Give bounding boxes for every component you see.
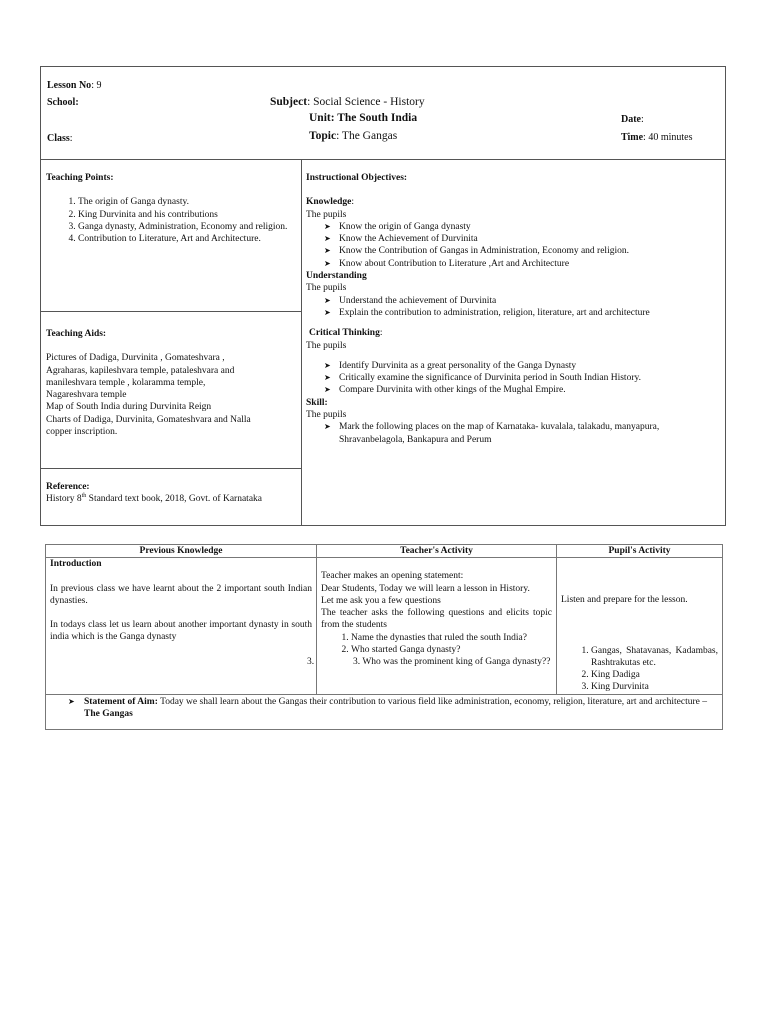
column-header: Pupil's Activity <box>557 545 723 558</box>
reference-section <box>46 481 298 506</box>
date-label: Date: <box>621 114 644 125</box>
column-divider <box>301 159 302 525</box>
list-item: ➤ Mark the following places on the map of Karnataka- kuvalala, talakadu, manyapura, Shravanbelagola, Bankapura and Perum <box>324 422 660 445</box>
list-item: 3. Ganga dynasty, Administration, Economy and religion. <box>78 221 296 233</box>
list-item: ➤ Critically examine the significance of Durvinita period in South Indian History. <box>324 373 641 384</box>
previous-knowledge-text: In previous class we have learnt about the 2 important south Indian dynasties. <box>50 583 312 606</box>
understanding-list <box>306 295 721 320</box>
arrowhead-bullet-icon: ➤ <box>324 422 331 432</box>
teaching-aids-text <box>46 352 298 438</box>
text-line: Dear Students, Today we will learn a lesson in History. <box>321 583 530 594</box>
understanding-pupils: The pupils <box>306 283 347 294</box>
text-line: The teacher asks the following questions and elicits topic from the students <box>321 608 552 631</box>
list-item: 2. King Dadiga <box>591 669 718 681</box>
knowledge-pupils: The pupils <box>306 209 347 220</box>
topic: Topic: The Gangas <box>309 130 398 142</box>
pupil-activity-cell <box>557 558 723 694</box>
table-row <box>46 558 723 694</box>
section-divider <box>41 468 301 469</box>
list-item: ➤ Identify Durvinita as a great personality of the Ganga Dynasty <box>324 360 577 371</box>
arrowhead-bullet-icon: ➤ <box>324 373 331 383</box>
text-line: Let me ask you a few questions <box>321 595 441 606</box>
list-item: ➤ Know about Contribution to Literature ,Art and Architecture <box>324 258 570 269</box>
understanding-label: Understanding <box>306 271 367 282</box>
arrowhead-bullet-icon: ➤ <box>324 385 331 395</box>
school-label: School: <box>47 97 79 108</box>
statement-of-aim: ➤ Statement of Aim: Today we shall learn about the Gangas their contribution to various field like administration, economy, religion, literature, art and architecture – The Gangas <box>68 696 707 720</box>
list-item: 4. Contribution to Literature, Art and Architecture. <box>78 233 296 245</box>
arrowhead-bullet-icon: ➤ <box>324 234 331 244</box>
activity-table <box>45 544 723 730</box>
subject: Subject: Social Science - History <box>270 96 425 108</box>
table-header-row <box>46 545 723 558</box>
previous-knowledge-text: In todays class let us learn about another important dynasty in south india which is the Ganga dynasty <box>50 620 312 643</box>
list-item: ➤ Understand the achievement of Durvinita <box>324 295 497 306</box>
text-line: manileshvara temple , kolaramma temple, <box>46 377 206 388</box>
objectives-section <box>306 172 721 446</box>
teacher-activity-cell <box>307 558 557 694</box>
critical-thinking-label: Critical Thinking: <box>309 328 383 339</box>
introduction-label: Introduction <box>50 559 102 570</box>
arrowhead-bullet-icon: ➤ <box>324 258 331 268</box>
unit: Unit: The South India <box>309 112 418 124</box>
reference-heading: Reference: <box>46 482 90 492</box>
list-item: ➤ Explain the contribution to administration, religion, literature, art and architecture <box>324 307 650 318</box>
skill-label: Skill: <box>306 397 328 408</box>
section-divider <box>41 311 301 312</box>
column-header: Previous Knowledge <box>46 545 317 558</box>
knowledge-label: Knowledge: <box>306 197 355 208</box>
text-line: Agraharas, kapileshvara temple, pataleshvara and <box>46 365 235 376</box>
class-label: Class: <box>47 133 73 144</box>
text-line: Nagareshvara temple <box>46 390 127 401</box>
list-item: 3. King Durvinita <box>591 681 718 693</box>
text-line: Teacher makes an opening statement: <box>321 571 464 582</box>
arrowhead-bullet-icon: ➤ <box>324 246 331 256</box>
arrowhead-bullet-icon: ➤ <box>324 221 331 231</box>
teaching-aids-heading: Teaching Aids: <box>46 329 107 339</box>
list-item: ➤ Know the origin of Ganga dynasty <box>324 221 471 232</box>
list-item: ➤ Know the Achievement of Durvinita <box>324 234 478 245</box>
list-item: 2. Who started Ganga dynasty? <box>351 644 552 656</box>
objectives-heading: Instructional Objectives: <box>306 173 408 183</box>
skill-list <box>306 421 721 446</box>
skill-pupils: The pupils <box>306 410 347 421</box>
critical-pupils: The pupils <box>306 340 347 351</box>
teaching-aids-section <box>46 328 298 438</box>
list-item: 1. Gangas, Shatavanas, Kadambas, Rashtrakutas etc. <box>591 645 718 670</box>
pupil-answers <box>561 645 718 694</box>
arrowhead-bullet-icon: ➤ <box>324 360 331 370</box>
text-line: Charts of Dadiga, Durvinita, Gomateshvara and Nalla <box>46 414 251 425</box>
list-item: ➤ Know the Contribution of Gangas in Administration, Economy and religion. <box>324 246 629 257</box>
time: Time: 40 minutes <box>621 132 693 143</box>
list-item: ➤ Compare Durvinita with other kings of the Mughal Empire. <box>324 385 566 396</box>
reference-text: History 8th Standard text book, 2018, Govt. of Karnataka <box>46 493 263 505</box>
arrowhead-bullet-icon: ➤ <box>324 295 331 305</box>
statement-of-aim-cell <box>46 694 723 729</box>
list-item: 2. King Durvinita and his contributions <box>78 209 296 221</box>
teacher-question-3: 3. 3. Who was the prominent king of Ganga dynasty?? <box>307 657 551 668</box>
teacher-questions <box>321 632 552 657</box>
text-line: Map of South India during Durvinita Reign <box>46 402 212 413</box>
previous-knowledge-cell <box>46 558 317 694</box>
teaching-points-heading: Teaching Points: <box>46 173 114 183</box>
list-item: 1. Name the dynasties that ruled the south India? <box>351 632 552 644</box>
pupil-text: Listen and prepare for the lesson. <box>561 595 688 606</box>
list-item: 1. The origin of Ganga dynasty. <box>78 196 296 208</box>
critical-list <box>306 360 721 397</box>
lesson-number: Lesson No: 9 <box>47 80 102 91</box>
teacher-text <box>321 570 552 631</box>
teaching-points-section <box>46 172 296 245</box>
table-row <box>46 694 723 729</box>
text-line: Pictures of Dadiga, Durvinita , Gomateshvara , <box>46 353 225 364</box>
knowledge-list <box>306 221 721 270</box>
lesson-plan-box <box>40 66 726 526</box>
text-line: copper inscription. <box>46 427 118 438</box>
arrowhead-bullet-icon: ➤ <box>68 696 75 706</box>
teaching-points-list <box>46 196 296 245</box>
column-header: Teacher's Activity <box>317 545 557 558</box>
arrowhead-bullet-icon: ➤ <box>324 307 331 317</box>
lesson-header <box>41 67 725 160</box>
